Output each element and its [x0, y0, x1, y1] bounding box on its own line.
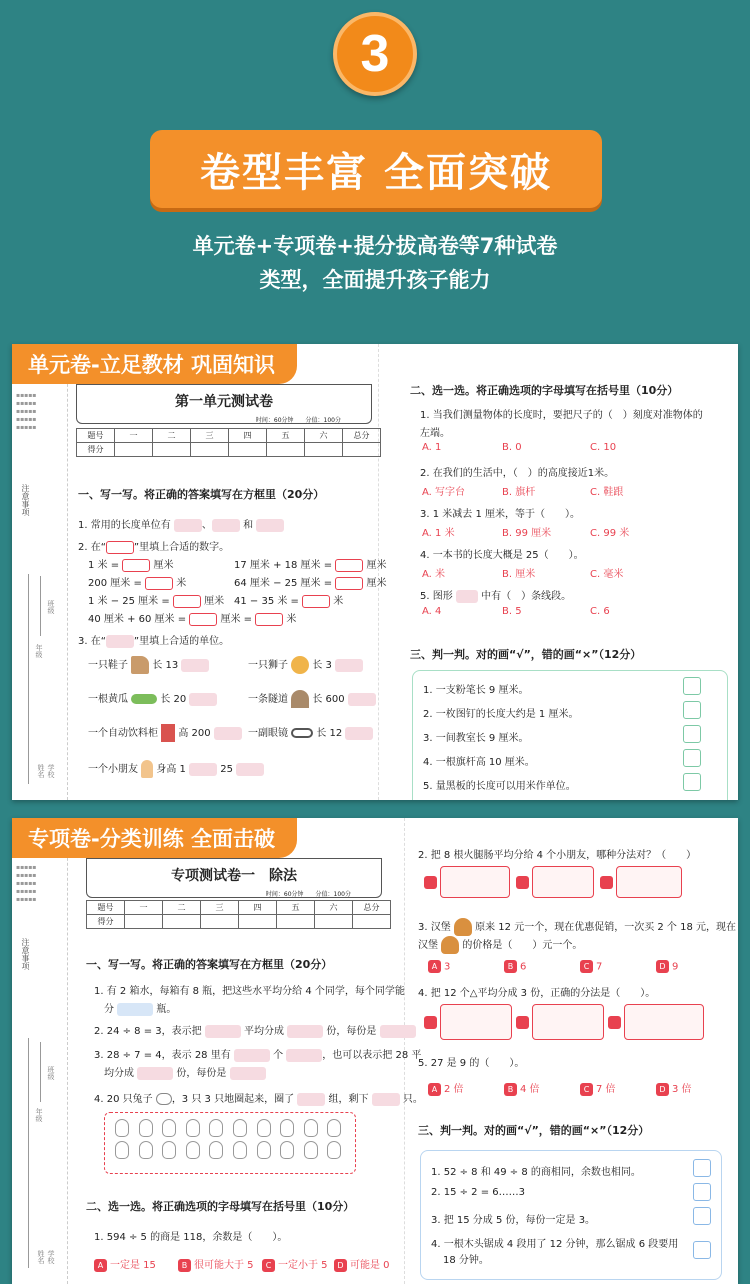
test-meta: 时间：60分钟 分值：100分 [255, 417, 341, 424]
score-header: 六 [305, 429, 343, 443]
choice-option-a: A 一定是 15 [94, 1256, 156, 1272]
choice-q3: 3. 1 米减去 1 厘米，等于（ ）。 [420, 509, 580, 520]
child-icon [141, 760, 153, 778]
score-header: 五 [267, 429, 305, 443]
notes-label: 注意事项 [21, 484, 30, 516]
score-header: 六 [315, 901, 353, 915]
notes-label: 注意事项 [21, 938, 30, 970]
shoe-icon [131, 656, 149, 674]
section-write-heading: 一、写一写。将正确的答案填写在方框里（20分） [86, 958, 333, 971]
judge-item-cont: 18 分钟。 [443, 1255, 489, 1266]
test-title: 第一单元测试卷 [175, 394, 273, 410]
judge-item: 2. 一枚图钉的长度大约是 1 厘米。 [423, 709, 579, 720]
rabbit-icon [257, 1119, 271, 1137]
triangle-option-a [440, 1004, 512, 1040]
rabbit-icon [162, 1119, 176, 1137]
choice-q5-option-b: B. 5 [502, 606, 522, 617]
section-choose-heading: 二、选一选。将正确选项的字母填写在括号里（10分） [410, 384, 679, 397]
division-q4: 4. 20 只兔子 ，3 只 3 只地圈起来，圈了 组，剩下 只。 [94, 1094, 423, 1105]
rabbit-icon [327, 1119, 341, 1137]
division-q1: 1. 有 2 箱水，每箱有 8 瓶，把这些水平均分给 4 个同学，每个同学能 [94, 986, 405, 997]
choice-q2: 2. 在我们的生活中，（ ）的高度接近1米。 [420, 468, 615, 479]
special-test-tag: 专项卷-分类训练 全面击破 [12, 818, 297, 858]
answer-checkbox [693, 1241, 711, 1259]
choice-option-d: D 3 倍 [656, 1080, 692, 1096]
division-q2: 2. 24 ÷ 8 = 3，表示把 平均分成 份，每份是 [94, 1022, 416, 1038]
rabbit-icon [280, 1119, 294, 1137]
option-letter-icon [424, 876, 437, 889]
choice-option-b: B 4 倍 [504, 1080, 540, 1096]
choice-option-a: A 3 [428, 960, 450, 973]
special-test-preview-panel [12, 818, 738, 1284]
choice-q3-option-a: A. 1 米 [422, 528, 455, 539]
binding-line [28, 1038, 29, 1268]
option-letter-icon [424, 1016, 437, 1029]
binding-line [28, 574, 29, 784]
score-header: 三 [191, 429, 229, 443]
school-label: 学校 [47, 764, 55, 778]
name-underline [40, 1042, 41, 1102]
judge-item: 5. 量黑板的长度可以用米作单位。 [423, 781, 576, 792]
triangle-option-c [624, 1004, 704, 1040]
unit-item-cucumber: 一根黄瓜 长 20 [88, 690, 217, 706]
choice-option-b: B 很可能大于 5 [178, 1256, 254, 1272]
option-letter-icon [516, 876, 529, 889]
option-letter-icon [600, 876, 613, 889]
shape-figure [456, 590, 478, 603]
division-choice-q4: 4. 把 12 个△平均分成 3 份，正确的分法是（ ）。 [418, 988, 656, 999]
judge-item: 2. 15 ÷ 2 = 6……3 [431, 1187, 526, 1198]
section-judge-heading: 三、判一判。对的画“√”，错的画“×”（12分） [410, 648, 642, 661]
choice-option-c: C 一定小于 5 [262, 1256, 328, 1272]
choice-option-b: B 6 [504, 960, 526, 973]
rabbit-icon [233, 1119, 247, 1137]
judge-item: 1. 一支粉笔长 9 厘米。 [423, 685, 529, 696]
score-header: 四 [229, 429, 267, 443]
rabbit-icon [304, 1119, 318, 1137]
answer-checkbox [683, 677, 701, 695]
division-choice-q1: 1. 594 ÷ 5 的商是 118，余数是（ ）。 [94, 1232, 288, 1243]
division-choice-q2: 2. 把 8 根火腿肠平均分给 4 个小朋友，哪种分法对？（ ） [418, 850, 697, 861]
score-table [86, 900, 391, 929]
burger-icon [454, 918, 472, 936]
rabbit-icon [115, 1141, 129, 1159]
page-fold-divider [378, 344, 379, 800]
rabbit-group-box [104, 1112, 356, 1174]
choice-q1-cont: 左端。 [420, 428, 450, 439]
score-table [76, 428, 381, 457]
choice-option-a: A 2 倍 [428, 1080, 464, 1096]
division-q3: 3. 28 ÷ 7 = 4，表示 28 里有 个 ，也可以表示把 28 平 [94, 1050, 422, 1061]
score-header: 总分 [343, 429, 381, 443]
division-choice-q5: 5. 27 是 9 的（ ）。 [418, 1058, 525, 1069]
choice-q5: 5. 图形 中有（ ）条线段。 [420, 591, 572, 602]
equation-6: 41 − 35 米 = 米 [234, 596, 344, 607]
name-underline [40, 576, 41, 636]
sausage-option-b [532, 866, 594, 898]
rabbit-icon [186, 1119, 200, 1137]
rabbit-icon [139, 1119, 153, 1137]
division-choice-q3-cont: 汉堡 的价格是（ ）元一个。 [418, 936, 582, 954]
unit-test-preview-panel [12, 344, 738, 800]
choice-option-d: D 可能是 0 [334, 1256, 390, 1272]
division-q3-cont: 均分成 份，每份是 [104, 1064, 266, 1080]
vending-machine-icon [161, 724, 175, 742]
score-header: 题号 [87, 901, 125, 915]
burger-icon [441, 936, 459, 954]
score-header: 四 [239, 901, 277, 915]
choice-q1-option-b: B. 0 [502, 442, 522, 453]
score-header: 二 [163, 901, 201, 915]
grade-label: 年级 [35, 1108, 43, 1122]
student-name-label: 姓名 [37, 764, 45, 778]
rabbit-icon [186, 1141, 200, 1159]
unit-item-tunnel: 一条隧道 长 600 [248, 690, 376, 708]
score-row-label: 得分 [77, 443, 115, 457]
equation-5: 1 米 − 25 厘米 = 厘米 [88, 596, 225, 607]
score-header: 题号 [77, 429, 115, 443]
notes-text-block: ▪▪▪▪▪ ▪▪▪▪▪ ▪▪▪▪▪ ▪▪▪▪▪ ▪▪▪▪▪ [16, 864, 37, 903]
answer-checkbox [683, 749, 701, 767]
triangle-option-b [532, 1004, 604, 1040]
judge-item: 3. 一间教室长 9 厘米。 [423, 733, 529, 744]
lion-icon [291, 656, 309, 674]
section-judge-heading: 三、判一判。对的画“√”，错的画“×”（12分） [418, 1124, 650, 1137]
answer-checkbox [683, 701, 701, 719]
choice-q5-option-a: A. 4 [422, 606, 442, 617]
choice-q3-option-c: C. 99 米 [590, 528, 630, 539]
unit-item-shoe: 一只鞋子 长 13 [88, 656, 209, 674]
sausage-option-c [616, 866, 682, 898]
school-label: 学校 [47, 1250, 55, 1264]
judge-item: 4. 一根木头锯成 4 段用了 12 分钟，那么锯成 6 段要用 [431, 1239, 679, 1250]
equation-7: 40 厘米 + 60 厘米 = 厘米 = 米 [88, 614, 297, 625]
test-title-box [86, 858, 382, 898]
rabbit-icon [115, 1119, 129, 1137]
score-header: 总分 [353, 901, 391, 915]
rabbit-icon [209, 1141, 223, 1159]
choice-q4: 4. 一本书的长度大概是 25（ ）。 [420, 550, 584, 561]
sausage-option-a [440, 866, 510, 898]
judge-item: 1. 52 ÷ 8 和 49 ÷ 8 的商相同，余数也相同。 [431, 1167, 641, 1178]
unit-item-lion: 一只狮子 长 3 [248, 656, 363, 674]
choice-q4-option-a: A. 米 [422, 569, 446, 580]
choice-q1-option-a: A. 1 [422, 442, 442, 453]
judge-box [412, 670, 728, 800]
choice-q2-option-c: C. 鞋跟 [590, 487, 624, 498]
unit-item-vending: 一个自动饮料柜 高 200 [88, 724, 242, 742]
choice-option-d: D 9 [656, 960, 678, 973]
section-write-heading: 一、写一写。将正确的答案填写在方框里（20分） [78, 488, 325, 501]
equation-2: 17 厘米 + 18 厘米 = 厘米 [234, 560, 387, 571]
answer-checkbox [683, 725, 701, 743]
equation-3: 200 厘米 = 米 [88, 578, 187, 589]
answer-checkbox [693, 1159, 711, 1177]
choice-q1: 1. 当我们测量物体的长度时，要把尺子的（ ）刻度对准物体的 [420, 410, 703, 421]
rabbit-icon [233, 1141, 247, 1159]
step-number-badge: 3 [333, 12, 417, 96]
score-header: 三 [201, 901, 239, 915]
judge-item: 3. 把 15 分成 5 份，每份一定是 3。 [431, 1215, 596, 1226]
choice-q4-option-b: B. 厘米 [502, 569, 536, 580]
equation-4: 64 厘米 − 25 厘米 = 厘米 [234, 578, 387, 589]
rabbit-icon [156, 1093, 172, 1105]
rabbit-icon [304, 1141, 318, 1159]
judge-box [420, 1150, 722, 1280]
option-letter-icon [516, 1016, 529, 1029]
class-label: 班级 [47, 1066, 55, 1080]
unit-item-glasses: 一副眼镜 长 12 [248, 724, 373, 740]
rabbit-icon [257, 1141, 271, 1159]
choice-q3-option-b: B. 99 厘米 [502, 528, 552, 539]
score-header: 一 [115, 429, 153, 443]
score-header: 二 [153, 429, 191, 443]
question-2: 2. 在“ ”里填上合适的数字。 [78, 542, 230, 553]
question-3: 3. 在“ ”里填上合适的单位。 [78, 636, 230, 647]
answer-checkbox [683, 773, 701, 791]
division-q1-cont: 分 瓶。 [104, 1004, 177, 1015]
equation-1: 1 米 = 厘米 [88, 560, 174, 571]
test-title: 专项测试卷一 除法 [171, 868, 297, 884]
answer-checkbox [693, 1183, 711, 1201]
subtitle-line-2: 类型，全面提升孩子能力 [259, 268, 491, 292]
score-header: 一 [125, 901, 163, 915]
question-1: 1. 常用的长度单位有 、 和 [78, 516, 284, 532]
choice-q2-option-b: B. 旗杆 [502, 487, 536, 498]
rabbit-icon [209, 1119, 223, 1137]
division-choice-q3: 3. 汉堡 原来 12 元一个，现在优惠促销，一次买 2 个 18 元，现在 [418, 918, 736, 936]
headline-banner: 卷型丰富 全面突破 [150, 130, 602, 208]
grade-label: 年级 [35, 644, 43, 658]
score-row-label: 得分 [87, 915, 125, 929]
rabbit-icon [139, 1141, 153, 1159]
answer-sheet-strip [12, 344, 68, 800]
choice-q2-option-a: A. 写字台 [422, 487, 466, 498]
choice-q4-option-c: C. 毫米 [590, 569, 624, 580]
test-title-box [76, 384, 372, 424]
rabbit-icon [280, 1141, 294, 1159]
score-header: 五 [277, 901, 315, 915]
choice-option-c: C 7 [580, 960, 602, 973]
subtitle-line-1: 单元卷+专项卷+提分拔高卷等7种试卷 [192, 234, 558, 258]
answer-checkbox [693, 1207, 711, 1225]
tunnel-icon [291, 690, 309, 708]
test-meta: 时间：60分钟 分值：100分 [265, 891, 351, 898]
glasses-icon [291, 728, 313, 738]
unit-test-tag: 单元卷-立足教材 巩固知识 [12, 344, 297, 384]
answer-sheet-strip [12, 818, 68, 1284]
choice-q5-option-c: C. 6 [590, 606, 610, 617]
cucumber-icon [131, 694, 157, 704]
unit-item-child: 一个小朋友 身高 1 25 [88, 760, 264, 778]
choice-option-c: C 7 倍 [580, 1080, 616, 1096]
rabbit-icon [327, 1141, 341, 1159]
judge-item: 4. 一根旗杆高 10 厘米。 [423, 757, 535, 768]
rabbit-icon [162, 1141, 176, 1159]
notes-text-block: ▪▪▪▪▪ ▪▪▪▪▪ ▪▪▪▪▪ ▪▪▪▪▪ ▪▪▪▪▪ [16, 392, 37, 431]
section-choose-heading: 二、选一选。将正确选项的字母填写在括号里（10分） [86, 1200, 355, 1213]
class-label: 班级 [47, 600, 55, 614]
choice-q1-option-c: C. 10 [590, 442, 617, 453]
option-letter-icon [608, 1016, 621, 1029]
student-name-label: 姓名 [37, 1250, 45, 1264]
